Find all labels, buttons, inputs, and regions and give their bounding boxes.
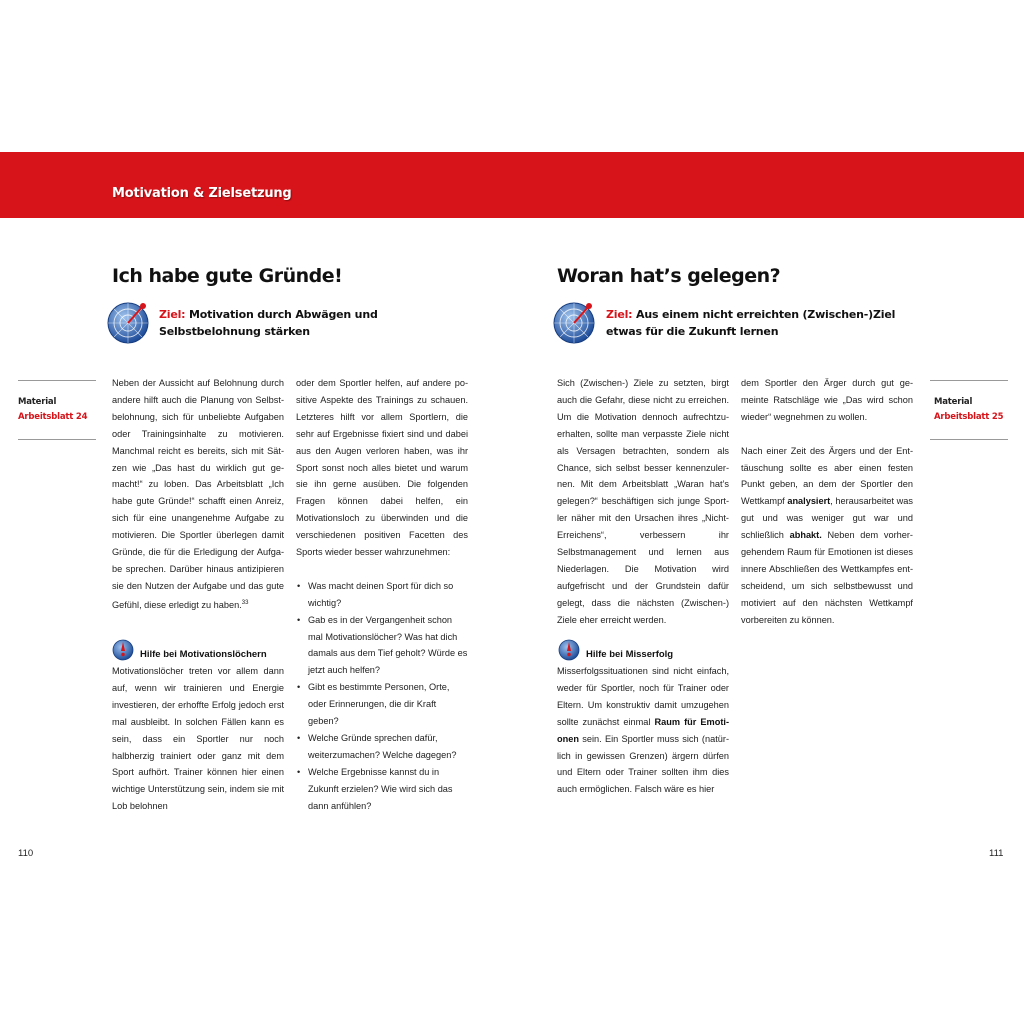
right-headline: Woran hat’s gelegen? — [557, 265, 781, 287]
margin-label: Material — [18, 397, 57, 407]
left-col1-paragraph2: Motivationslöcher treten vor allem dann auf, wenn wir trainieren und Energie investieren, der erhoffte Erfolg jedoch erst mal ausbleibt. In solchen Fällen kann es sein, dass ein Sportler nur noch halbherzig trainiert oder ganz mit dem Sport aufhört. Trainer können hier einen wichtige Unterstützung sein, indem sie mit Lob belohnen — [112, 666, 284, 812]
right-column-1 — [557, 375, 729, 629]
page-number-right: 111 — [989, 848, 1004, 859]
question-list — [296, 578, 468, 815]
goal-line1: Motivation durch Abwägen und — [189, 308, 378, 321]
chapter-title: Motivation & Zielsetzung — [112, 186, 292, 201]
footnote-marker: 33 — [241, 599, 249, 606]
goal-line2: Selbstbelohnung stärken — [159, 325, 310, 338]
left-column-1 — [112, 375, 284, 614]
right-margin-box — [930, 380, 1008, 440]
list-item: • Gab es in der Vergangenheit schon mal Motivationslöcher? Was hat dich damals aus dem Tief geholt? Würde es jetzt auch helfen? — [296, 612, 468, 680]
right-subheading: Hilfe bei Misserfolg — [586, 649, 674, 660]
goal-label: Ziel: — [606, 308, 633, 321]
page-number-left: 110 — [18, 848, 34, 859]
list-item: • Welche Ergebnisse kannst du in Zukunft erzielen? Wie wird sich das dann anfühlen? — [296, 764, 468, 815]
list-item: • Was macht deinen Sport für dich so wichtig? — [296, 578, 468, 612]
right-col2-p1: dem Sportler den Ärger durch gut gemeinte Ratschläge wie „Das wird schon wieder“ wegnehmen zu wollen. — [741, 378, 913, 422]
list-item: • Welche Gründe sprechen dafür, weiterzumachen? Welche dagegen? — [296, 730, 468, 764]
dartboard-target-icon — [106, 300, 150, 344]
left-headline: Ich habe gute Gründe! — [112, 265, 343, 287]
left-subheading: Hilfe bei Motivationslöchern — [140, 649, 267, 660]
right-column-1b — [557, 663, 729, 798]
emphasis-emotions: Raum für Emotionen — [557, 716, 729, 744]
left-column-2 — [296, 375, 468, 815]
emphasis-analysiert: analysiert — [787, 496, 831, 507]
emphasis-abhakt: abhakt. — [789, 530, 822, 541]
goal-line2: etwas für die Zukunft lernen — [606, 325, 779, 338]
left-col1-paragraph: Neben der Aussicht auf Belohnung durch andere hilft auch die Planung von Selbstbelohnung, sich für unbeliebte Aufgaben oder Trainingsinhalte zu motivieren. Manchmal reicht es bereits, sich mit Sätzen wie „Das hast du wirklich gut gemacht!“ zu loben. Das Arbeitsblatt „Ich habe gute Gründe!“ schafft einen Anreiz, sich für eine unangenehme Aufgabe zu motivieren. Die Sportler überlegen damit Gründe, die für die Erledigung der Aufgabe sprechen. Darüber hinaus antizipieren sie den Nutzen der Aufgabe und das gute Gefühl, diese erledigt zu haben. — [112, 378, 284, 610]
margin-worksheet-ref: Arbeitsblatt 25 — [934, 412, 1004, 422]
header-banner — [0, 152, 1024, 218]
margin-label: Material — [934, 397, 973, 407]
left-goal — [159, 306, 378, 340]
right-col1-p2-a: Misserfolgssituationen sind nicht einfach, weder für Sportler, noch für Trainer oder Eltern. Um konstruktiv damit umzugehen sollte zunächst einmal — [557, 666, 729, 727]
margin-worksheet-ref: Arbeitsblatt 24 — [18, 412, 88, 422]
list-item: • Gibt es bestimmte Personen, Orte, oder Erinnerungen, die dir Kraft geben? — [296, 679, 468, 730]
left-col2-paragraph: oder dem Sportler helfen, auf andere positive Aspekte des Trainings zu schauen. Letzteres hilft vor allem Sportlern, die sehr auf Ergebnisse fixiert sind und dabei aus den Augen verloren haben, was ihr Sport sonst noch alles bietet und warum sie ihn gerne ausüben. Die folgenden Fragen können dabei helfen, ein Motivationsloch zu überwinden und die verschiedenen positiven Facetten des Sports wieder besser wahrzunehmen: — [296, 378, 468, 558]
goal-label: Ziel: — [159, 308, 186, 321]
goal-line1: Aus einem nicht erreichten (Zwischen-)Ziel — [636, 308, 896, 321]
dartboard-target-icon — [552, 300, 596, 344]
right-col2-p2-c: Neben dem vorhergehendem Raum für Emotionen ist dieses innere Abschließen des Wettkampfes entscheidend, um sich selbstbewusst und motiviert auf den nächsten Wettkampf vorbereiten zu können. — [741, 530, 913, 625]
right-column-2 — [741, 375, 913, 629]
left-column-1b — [112, 663, 284, 815]
right-col1-p2-b: sein. Ein Sportler muss sich (natürlich in gewissen Grenzen) ärgern dürfen und Eltern oder Trainer sollten ihm dies auch ermöglichen. Falsch wäre es hier — [557, 733, 729, 795]
right-goal — [606, 306, 895, 340]
right-col1-paragraph: Sich (Zwischen-) Ziele zu setzten, birgt auch die Gefahr, diese nicht zu erreichen. Um die Motivation dennoch aufrechtzuerhalten, sollte man verpasste Ziele nicht als Versagen betrachten, sondern als Chance, sich selbst besser kennenzulernen. Mit dem Arbeitsblatt „Waran hat’s gelegen?“ beschäftigen sich junge Sportler näher mit den Ursachen ihres „Nicht-Erreichens“, verbessern ihr Selbstmanagement und lernen aus Niederlagen. Die Motivation wird aufgefrischt und der Grundstein dafür gelegt, dass die nächsten (Zwischen-) Ziele eher erreicht werden. — [557, 378, 729, 625]
exclamation-icon — [112, 639, 134, 661]
exclamation-icon — [558, 639, 580, 661]
right-col2-p2-a: Nach einer Zeit des Ärgers und der Enttäuschung sollte es aber einen festen Punkt geben, an dem der Sportler den Wettkampf — [741, 445, 913, 507]
left-margin-box — [18, 380, 96, 440]
right-col2-p2-b: , herausarbeitet was gut und was weniger gut war und schließlich — [741, 496, 913, 541]
